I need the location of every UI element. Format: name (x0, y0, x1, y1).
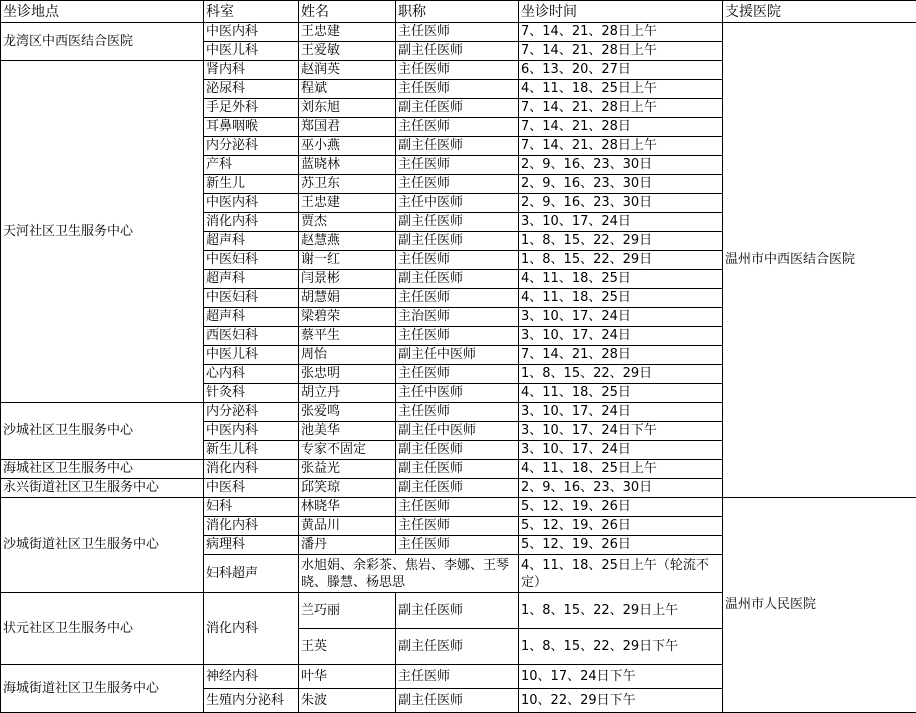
title-cell: 副主任医师 (396, 232, 519, 251)
doctor-name-cell: 邱笑琼 (299, 479, 396, 498)
title-cell: 副主任医师 (396, 460, 519, 479)
table-row (1, 23, 916, 42)
time-cell: 7、14、21、28日上午 (519, 137, 723, 156)
department-cell: 心内科 (204, 365, 299, 384)
department-cell: 妇科 (204, 498, 299, 517)
title-cell: 副主任医师 (396, 689, 519, 713)
header-time: 坐诊时间 (519, 1, 723, 23)
doctor-name-cell: 朱波 (299, 689, 396, 713)
time-cell: 4、11、18、25日上午 (519, 80, 723, 99)
doctor-name-cell: 刘东旭 (299, 99, 396, 118)
department-cell: 中医内科 (204, 422, 299, 441)
time-cell: 7、14、21、28日上午 (519, 99, 723, 118)
doctor-name-cell: 赵润英 (299, 61, 396, 80)
title-cell: 副主任医师 (396, 441, 519, 460)
title-cell: 主任医师 (396, 156, 519, 175)
department-cell: 新生儿 (204, 175, 299, 194)
support-hospital-cell: 温州市人民医院 (723, 498, 916, 713)
time-cell: 5、12、19、26日 (519, 498, 723, 517)
title-cell: 副主任医师 (396, 270, 519, 289)
doctor-name-cell: 郑国君 (299, 118, 396, 137)
doctor-name-cell: 闫景彬 (299, 270, 396, 289)
department-cell: 内分泌科 (204, 403, 299, 422)
title-cell: 主任医师 (396, 517, 519, 536)
title-cell: 主任医师 (396, 289, 519, 308)
location-cell: 天河社区卫生服务中心 (1, 61, 204, 403)
time-cell: 7、14、21、28日上午 (519, 23, 723, 42)
location-cell: 海城街道社区卫生服务中心 (1, 665, 204, 713)
header-name: 姓名 (299, 1, 396, 23)
doctor-name-cell: 梁碧荣 (299, 308, 396, 327)
title-cell: 主任医师 (396, 251, 519, 270)
time-cell: 3、10、17、24日 (519, 403, 723, 422)
doctor-name-cell: 张忠明 (299, 365, 396, 384)
time-cell: 4、11、18、25日上午（轮流不定） (519, 555, 723, 593)
doctor-name-cell: 蔡平生 (299, 327, 396, 346)
time-cell: 4、11、18、25日 (519, 289, 723, 308)
doctor-name-cell: 张益光 (299, 460, 396, 479)
time-cell: 7、14、21、28日 (519, 346, 723, 365)
title-cell: 主任医师 (396, 498, 519, 517)
time-cell: 3、10、17、24日 (519, 213, 723, 232)
time-cell: 1、8、15、22、29日 (519, 365, 723, 384)
doctor-name-cell: 胡慧娟 (299, 289, 396, 308)
doctor-name-cell: 王忠建 (299, 23, 396, 42)
doctor-name-cell: 林晓华 (299, 498, 396, 517)
time-cell: 4、11、18、25日 (519, 270, 723, 289)
title-cell: 主任医师 (396, 61, 519, 80)
title-cell: 副主任中医师 (396, 346, 519, 365)
title-cell: 副主任医师 (396, 213, 519, 232)
title-cell: 副主任医师 (396, 479, 519, 498)
support-hospital-cell: 温州市中西医结合医院 (723, 23, 916, 498)
location-cell: 龙湾区中西医结合医院 (1, 23, 204, 61)
department-cell: 新生儿科 (204, 441, 299, 460)
title-cell: 副主任医师 (396, 629, 519, 665)
location-cell: 海城社区卫生服务中心 (1, 460, 204, 479)
department-cell: 消化内科 (204, 460, 299, 479)
title-cell: 主治医师 (396, 308, 519, 327)
doctor-name-cell: 水旭娟、余彩茶、焦岩、李娜、王琴晓、滕慧、杨思思 (299, 555, 519, 593)
time-cell: 2、9、16、23、30日 (519, 156, 723, 175)
doctor-name-cell: 苏卫东 (299, 175, 396, 194)
department-cell: 神经内科 (204, 665, 299, 689)
title-cell: 副主任医师 (396, 42, 519, 61)
title-cell: 主任医师 (396, 403, 519, 422)
doctor-name-cell: 黄品川 (299, 517, 396, 536)
doctor-name-cell: 王英 (299, 629, 396, 665)
department-cell: 耳鼻咽喉 (204, 118, 299, 137)
doctor-name-cell: 胡立丹 (299, 384, 396, 403)
header-department: 科室 (204, 1, 299, 23)
time-cell: 2、9、16、23、30日 (519, 194, 723, 213)
doctor-name-cell: 潘丹 (299, 536, 396, 555)
header-support-hospital: 支援医院 (723, 1, 916, 23)
header-location: 坐诊地点 (1, 1, 204, 23)
department-cell: 泌尿科 (204, 80, 299, 99)
title-cell: 主任医师 (396, 175, 519, 194)
time-cell: 1、8、15、22、29日 (519, 232, 723, 251)
department-cell: 消化内科 (204, 213, 299, 232)
time-cell: 10、22、29日下午 (519, 689, 723, 713)
time-cell: 5、12、19、26日 (519, 517, 723, 536)
department-cell: 超声科 (204, 270, 299, 289)
time-cell: 4、11、18、25日 (519, 384, 723, 403)
title-cell: 主任医师 (396, 327, 519, 346)
doctor-name-cell: 兰巧丽 (299, 593, 396, 629)
time-cell: 2、9、16、23、30日 (519, 175, 723, 194)
time-cell: 3、10、17、24日 (519, 308, 723, 327)
doctor-name-cell: 王忠建 (299, 194, 396, 213)
title-cell: 主任中医师 (396, 194, 519, 213)
doctor-name-cell: 叶华 (299, 665, 396, 689)
department-cell: 中医儿科 (204, 42, 299, 61)
department-cell: 西医妇科 (204, 327, 299, 346)
doctor-name-cell: 王爱敏 (299, 42, 396, 61)
time-cell: 7、14、21、28日 (519, 118, 723, 137)
time-cell: 1、8、15、22、29日下午 (519, 629, 723, 665)
doctor-name-cell: 周怡 (299, 346, 396, 365)
time-cell: 3、10、17、24日下午 (519, 422, 723, 441)
department-cell: 病理科 (204, 536, 299, 555)
department-cell: 生殖内分泌科 (204, 689, 299, 713)
header-title: 职称 (396, 1, 519, 23)
doctor-name-cell: 蓝晓林 (299, 156, 396, 175)
department-cell: 针灸科 (204, 384, 299, 403)
title-cell: 主任中医师 (396, 384, 519, 403)
department-cell: 消化内科 (204, 593, 299, 665)
department-cell: 中医内科 (204, 23, 299, 42)
department-cell: 消化内科 (204, 517, 299, 536)
department-cell: 超声科 (204, 232, 299, 251)
department-cell: 肾内科 (204, 61, 299, 80)
location-cell: 永兴街道社区卫生服务中心 (1, 479, 204, 498)
doctor-name-cell: 张爱鸣 (299, 403, 396, 422)
time-cell: 2、9、16、23、30日 (519, 479, 723, 498)
time-cell: 6、13、20、27日 (519, 61, 723, 80)
title-cell: 副主任医师 (396, 593, 519, 629)
department-cell: 中医儿科 (204, 346, 299, 365)
time-cell: 1、8、15、22、29日上午 (519, 593, 723, 629)
time-cell: 10、17、24日下午 (519, 665, 723, 689)
title-cell: 副主任医师 (396, 99, 519, 118)
title-cell: 主任医师 (396, 365, 519, 384)
department-cell: 超声科 (204, 308, 299, 327)
department-cell: 妇科超声 (204, 555, 299, 593)
time-cell: 7、14、21、28日上午 (519, 42, 723, 61)
time-cell: 1、8、15、22、29日 (519, 251, 723, 270)
header-row (1, 1, 916, 23)
title-cell: 主任医师 (396, 80, 519, 99)
doctor-name-cell: 巫小燕 (299, 137, 396, 156)
department-cell: 中医内科 (204, 194, 299, 213)
location-cell: 沙城街道社区卫生服务中心 (1, 498, 204, 593)
title-cell: 副主任医师 (396, 137, 519, 156)
location-cell: 状元社区卫生服务中心 (1, 593, 204, 665)
title-cell: 副主任中医师 (396, 422, 519, 441)
title-cell: 主任医师 (396, 665, 519, 689)
title-cell: 主任医师 (396, 536, 519, 555)
location-cell: 沙城社区卫生服务中心 (1, 403, 204, 460)
doctor-name-cell: 谢一红 (299, 251, 396, 270)
time-cell: 4、11、18、25日上午 (519, 460, 723, 479)
doctor-name-cell: 专家不固定 (299, 441, 396, 460)
department-cell: 中医妇科 (204, 289, 299, 308)
department-cell: 手足外科 (204, 99, 299, 118)
title-cell: 主任医师 (396, 118, 519, 137)
doctor-name-cell: 贾杰 (299, 213, 396, 232)
time-cell: 3、10、17、24日 (519, 441, 723, 460)
doctor-name-cell: 程斌 (299, 80, 396, 99)
table-row (1, 498, 916, 517)
time-cell: 5、12、19、26日 (519, 536, 723, 555)
department-cell: 中医妇科 (204, 251, 299, 270)
department-cell: 产科 (204, 156, 299, 175)
time-cell: 3、10、17、24日 (519, 327, 723, 346)
doctor-name-cell: 池美华 (299, 422, 396, 441)
doctor-name-cell: 赵慧燕 (299, 232, 396, 251)
department-cell: 内分泌科 (204, 137, 299, 156)
department-cell: 中医科 (204, 479, 299, 498)
title-cell: 主任医师 (396, 23, 519, 42)
